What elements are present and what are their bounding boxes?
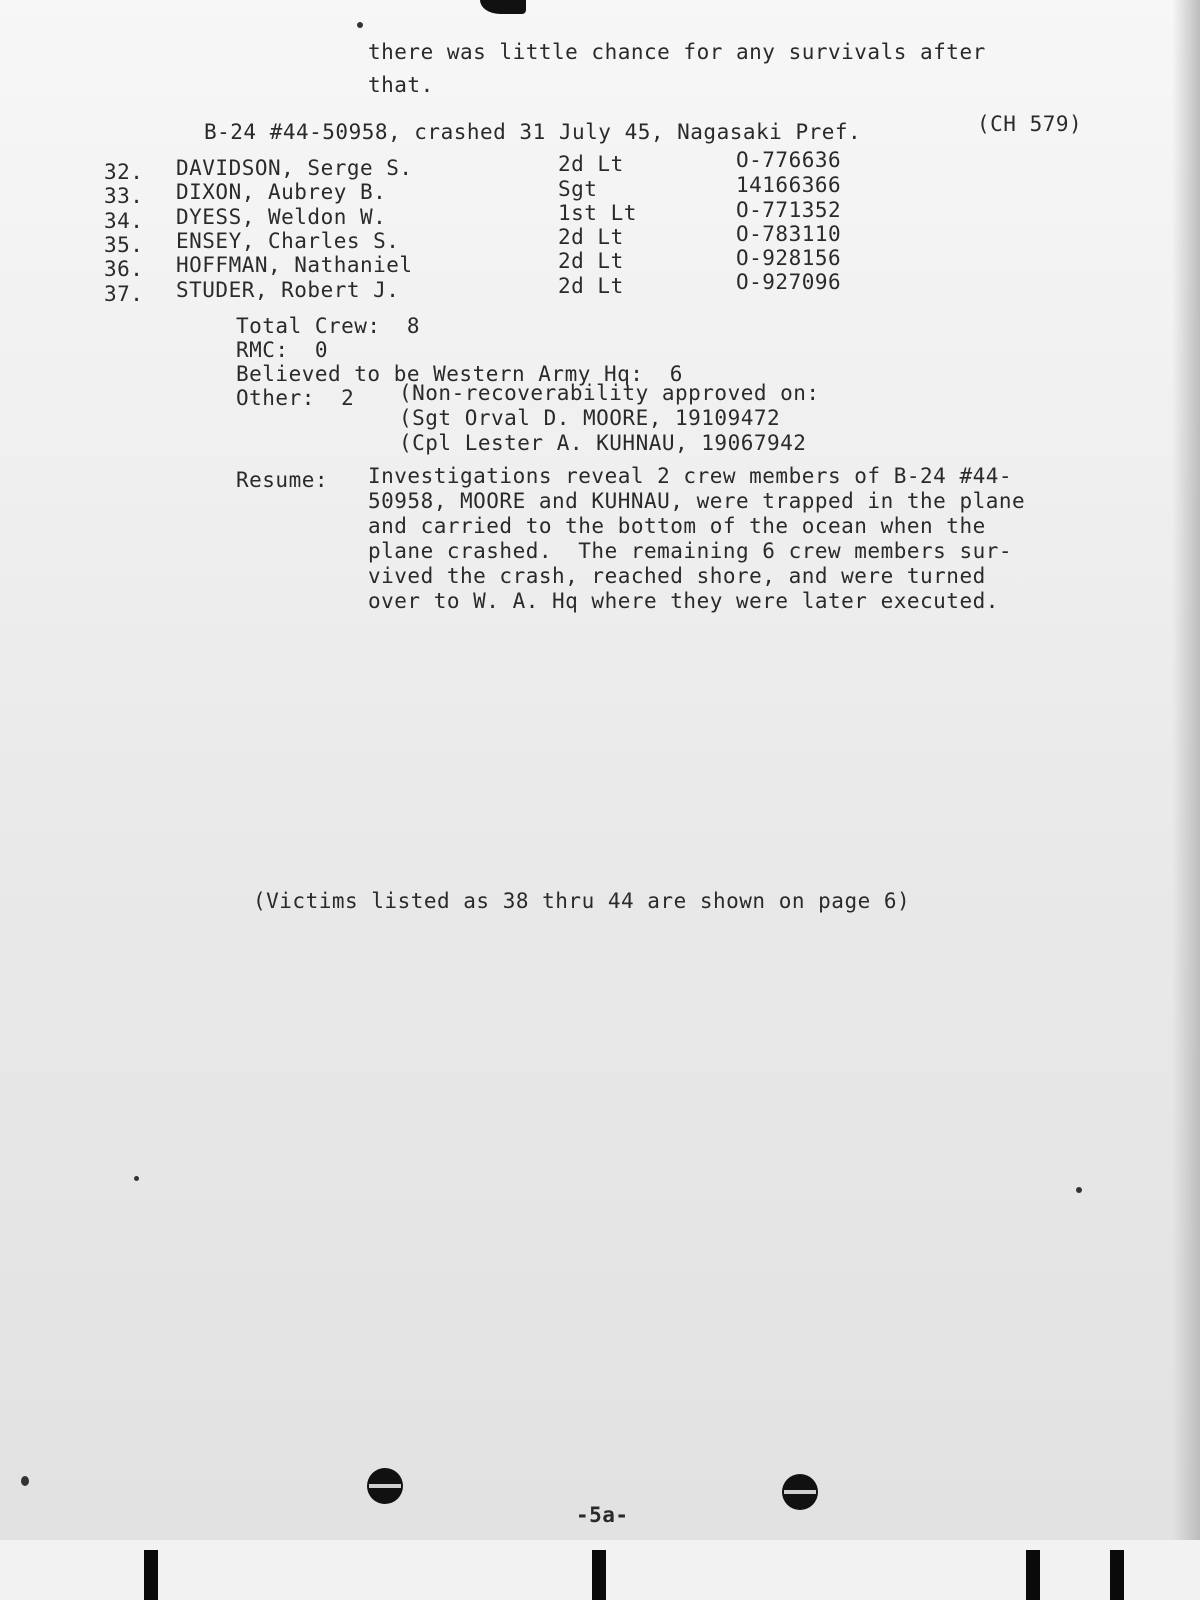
resume-line: Investigations reveal 2 crew members of B-24 #44- bbox=[368, 464, 1013, 488]
ink-speck bbox=[21, 1476, 29, 1486]
other-count: Other: 2 bbox=[236, 386, 355, 410]
crash-header: B-24 #44-50958, crashed 31 July 45, Nagasaki Pref. bbox=[204, 120, 862, 144]
crew-number: 33. bbox=[104, 184, 144, 208]
crew-name: DAVIDSON, Serge S. bbox=[176, 156, 413, 180]
ink-speck bbox=[357, 22, 363, 28]
scan-bar bbox=[144, 1550, 158, 1600]
crew-number: 36. bbox=[104, 257, 144, 281]
believed-western-army-hq: Believed to be Western Army Hq: 6 bbox=[236, 362, 683, 386]
crew-rank: 2d Lt bbox=[558, 249, 624, 273]
page-number: -5a- bbox=[576, 1503, 629, 1527]
total-crew: Total Crew: 8 bbox=[236, 314, 421, 338]
crew-serial: O-783110 bbox=[736, 222, 842, 246]
intro-line-2: that. bbox=[368, 73, 434, 97]
missing-crew-moore: (Sgt Orval D. MOORE, 19109472 bbox=[399, 406, 781, 430]
crew-rank: 2d Lt bbox=[558, 225, 624, 249]
resume-line: over to W. A. Hq where they were later executed. bbox=[368, 589, 999, 613]
crew-serial: O-927096 bbox=[736, 270, 842, 294]
intro-line-1: there was little chance for any survivals after bbox=[368, 40, 986, 64]
page-edge-shadow bbox=[1172, 0, 1200, 1540]
ink-speck bbox=[134, 1176, 139, 1181]
crew-serial: O-928156 bbox=[736, 246, 842, 270]
punch-hole-left bbox=[367, 1468, 403, 1504]
crew-name: DIXON, Aubrey B. bbox=[176, 180, 387, 204]
crew-rank: 1st Lt bbox=[558, 201, 637, 225]
crew-name: HOFFMAN, Nathaniel bbox=[176, 253, 413, 277]
crew-rank: 2d Lt bbox=[558, 274, 624, 298]
victims-footnote: (Victims listed as 38 thru 44 are shown on page 6) bbox=[253, 889, 911, 913]
crew-name: ENSEY, Charles S. bbox=[176, 229, 400, 253]
scan-bar bbox=[1026, 1550, 1040, 1600]
ink-speck bbox=[1076, 1187, 1082, 1193]
crash-reference: (CH 579) bbox=[977, 112, 1083, 136]
resume-line: and carried to the bottom of the ocean when the bbox=[368, 514, 986, 538]
crew-serial: O-771352 bbox=[736, 198, 842, 222]
rmc-count: RMC: 0 bbox=[236, 338, 329, 362]
scan-bar bbox=[1110, 1550, 1124, 1600]
crew-serial: O-776636 bbox=[736, 148, 842, 172]
resume-line: 50958, MOORE and KUHNAU, were trapped in the plane bbox=[368, 489, 1026, 513]
crew-number: 35. bbox=[104, 233, 144, 257]
crew-number: 34. bbox=[104, 209, 144, 233]
resume-label: Resume: bbox=[236, 468, 329, 492]
non-recoverability-line: (Non-recoverability approved on: bbox=[399, 381, 820, 405]
crew-number: 37. bbox=[104, 282, 144, 306]
crew-serial: 14166366 bbox=[736, 173, 842, 197]
resume-line: vived the crash, reached shore, and were turned bbox=[368, 564, 986, 588]
crew-rank: Sgt bbox=[558, 177, 598, 201]
crew-rank: 2d Lt bbox=[558, 152, 624, 176]
scan-bar bbox=[592, 1550, 606, 1600]
resume-line: plane crashed. The remaining 6 crew members sur- bbox=[368, 539, 1013, 563]
crew-number: 32. bbox=[104, 160, 144, 184]
missing-crew-kuhnau: (Cpl Lester A. KUHNAU, 19067942 bbox=[399, 431, 807, 455]
punch-hole-right bbox=[782, 1474, 818, 1510]
crew-name: DYESS, Weldon W. bbox=[176, 205, 387, 229]
crew-name: STUDER, Robert J. bbox=[176, 278, 400, 302]
